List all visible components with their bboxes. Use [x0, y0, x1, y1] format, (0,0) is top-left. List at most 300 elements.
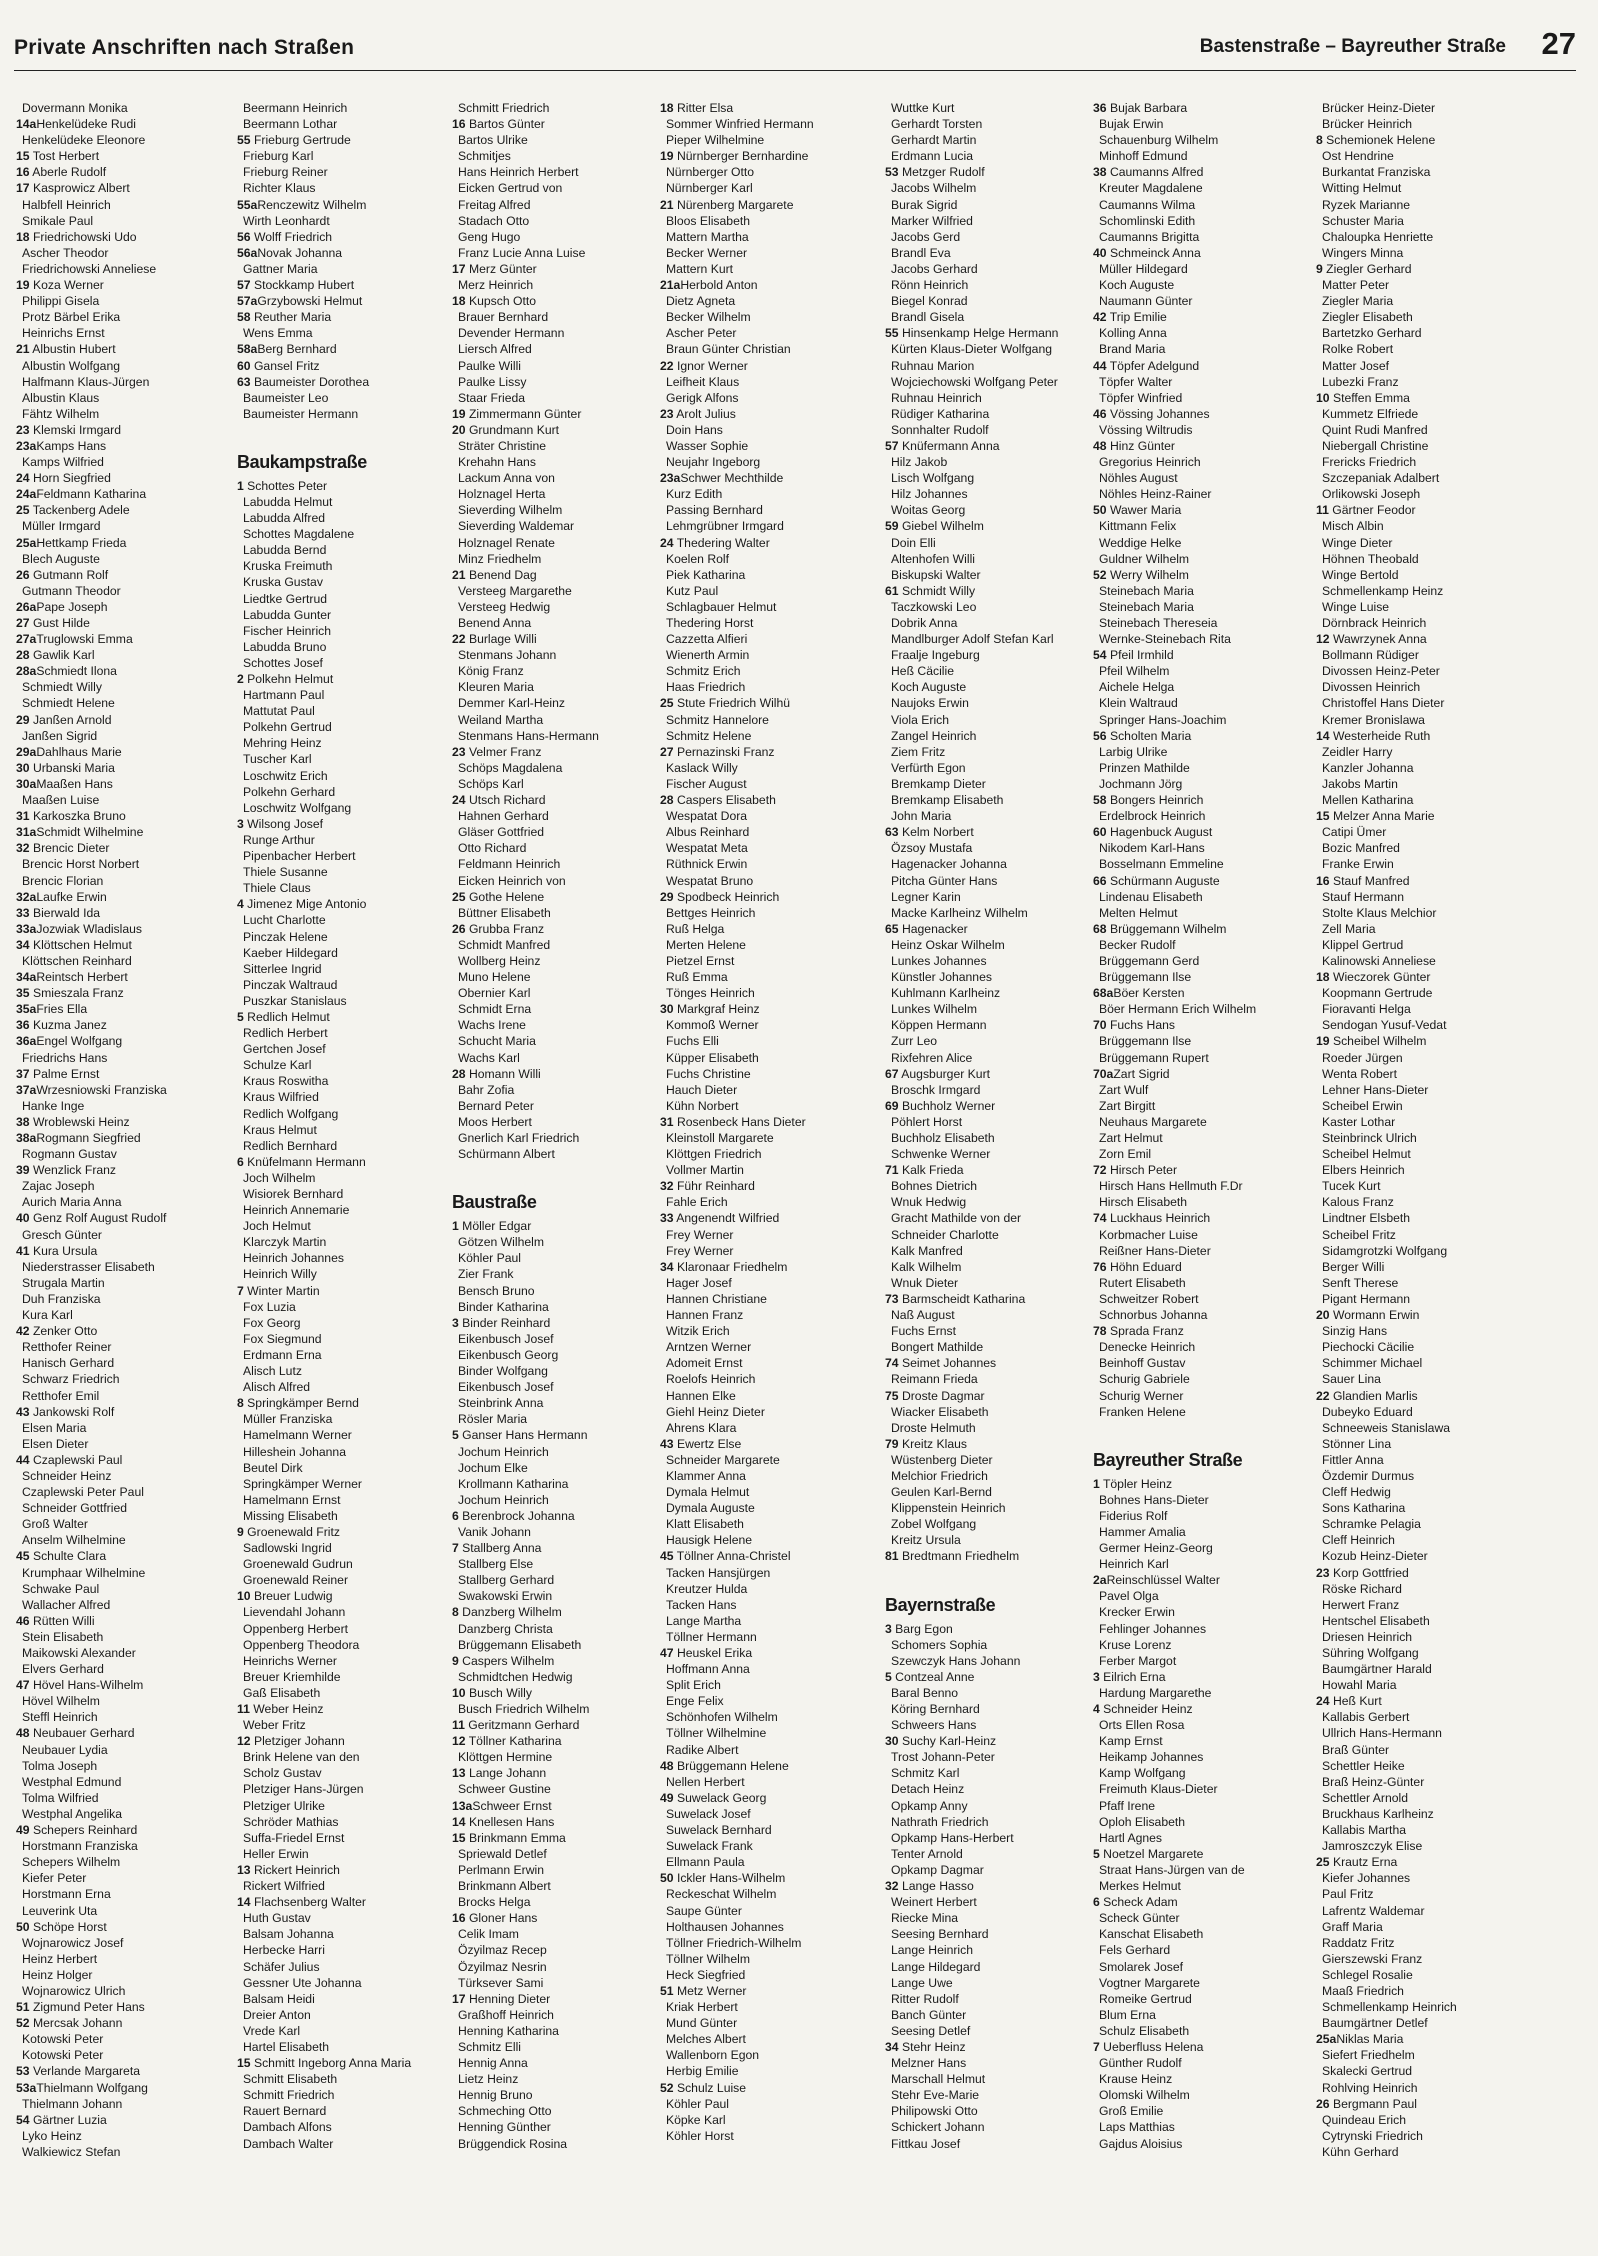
address-entry: Jacobs Wilhelm	[891, 181, 977, 196]
resident-name: Hagenacker	[898, 921, 968, 936]
resident-name: Baumeister Dorothea	[250, 374, 370, 389]
address-entry: Gerhardt Torsten	[891, 117, 983, 132]
address-entry: Schettler Heike	[1322, 1758, 1405, 1773]
address-entry: Dubeyko Eduard	[1322, 1404, 1413, 1419]
address-entry: Schramke Pelagia	[1322, 1517, 1421, 1532]
address-entry	[660, 1210, 868, 1226]
address-entry	[16, 486, 224, 502]
house-number: 59	[885, 519, 899, 534]
address-entry: Geng Hugo	[458, 229, 521, 244]
address-entry: Radike Albert	[666, 1742, 739, 1757]
resident-name: Caumanns Alfred	[1106, 165, 1204, 180]
address-entry: Doin Hans	[666, 422, 723, 437]
house-number: 69	[885, 1098, 899, 1113]
resident-name: Barmscheidt Katharina	[898, 1291, 1026, 1306]
address-entry: Kreuter Magdalene	[1099, 181, 1203, 196]
address-entry: Elsen Maria	[22, 1420, 87, 1435]
address-entry: Szewczyk Hans Johann	[891, 1653, 1021, 1668]
resident-name: Reintsch Herbert	[36, 970, 128, 985]
address-entry	[660, 889, 868, 905]
address-entry	[452, 116, 660, 132]
address-entry	[16, 2080, 224, 2096]
address-entry: Nellen Herbert	[666, 1774, 745, 1789]
resident-name: Pfeil Irmhild	[1106, 648, 1174, 663]
house-number: 11	[452, 1718, 465, 1733]
address-entry: Obernier Karl	[458, 986, 531, 1001]
address-entry	[452, 921, 660, 937]
address-entry: Brandl Gisela	[891, 310, 965, 325]
address-entry: Wojnarowicz Josef	[22, 1935, 124, 1950]
address-entry	[16, 148, 224, 164]
address-entry: Tacken Hansjürgen	[666, 1565, 771, 1580]
address-entry: Vollmer Martin	[666, 1163, 744, 1178]
address-entry: Hirsch Hans Hellmuth F.Dr	[1099, 1179, 1243, 1194]
address-entry: Töpfer Winfried	[1099, 390, 1183, 405]
resident-name: Renczewitz Wilhelm	[257, 197, 367, 212]
resident-name: Rosenbeck Hans Dieter	[673, 1114, 806, 1129]
address-entry: Heinz Herbert	[22, 1951, 98, 1966]
address-entry: Christoffel Hans Dieter	[1322, 696, 1445, 711]
house-number: 6	[1093, 1895, 1100, 1910]
address-entry: Gregorius Heinrich	[1099, 455, 1201, 470]
address-entry	[660, 1114, 868, 1130]
address-entry: Zell Maria	[1322, 921, 1376, 936]
resident-name: Schepers Reinhard	[29, 1823, 138, 1838]
address-entry: Fischer Heinrich	[243, 623, 332, 638]
address-entry: Germer Heinz-Georg	[1099, 1541, 1213, 1556]
house-number: 51	[660, 1983, 674, 1998]
resident-name: Breuer Ludwig	[250, 1589, 333, 1604]
house-number: 76	[1093, 1259, 1107, 1274]
address-entry: Horstmann Erna	[22, 1887, 111, 1902]
address-entry: Frericks Friedrich	[1322, 455, 1417, 470]
address-entry: Mattern Kurt	[666, 261, 734, 276]
resident-name: Kreitz Klaus	[898, 1436, 967, 1451]
address-entry: Tenter Arnold	[891, 1846, 963, 1861]
address-entry	[452, 1653, 660, 1669]
address-entry: Winge Bertold	[1322, 567, 1399, 582]
address-entry: Zart Birgitt	[1099, 1098, 1156, 1113]
address-entry: Klein Waltraud	[1099, 696, 1178, 711]
address-entry: Pfeil Wilhelm	[1099, 664, 1170, 679]
address-entry	[1316, 728, 1524, 744]
address-entry: Walkiewicz Stefan	[22, 2144, 121, 2159]
address-entry: Piek Katharina	[666, 567, 746, 582]
resident-name: Groenewald Fritz	[243, 1524, 340, 1539]
address-entry: Baumeister Hermann	[243, 406, 359, 421]
address-entry: Naujoks Erwin	[891, 696, 969, 711]
address-entry: Franke Erwin	[1322, 857, 1394, 872]
address-entry	[885, 2039, 1093, 2055]
house-number: 56a	[237, 245, 258, 260]
address-entry	[452, 1066, 660, 1082]
address-entry: Steinbrinck Ulrich	[1322, 1131, 1417, 1145]
address-entry: Berger Willi	[1322, 1259, 1385, 1274]
resident-name: Heß Kurt	[1329, 1694, 1382, 1709]
address-entry: Wirth Leonhardt	[243, 213, 330, 228]
address-entry: Polkehn Gerhard	[243, 784, 336, 799]
address-entry: Götzen Wilhelm	[458, 1235, 545, 1250]
address-entry: Sieverding Wilhelm	[458, 503, 563, 518]
resident-name: Burlage Willi	[465, 632, 537, 647]
address-entry: Schneider Charlotte	[891, 1227, 999, 1242]
address-entry: Dörnbrack Heinrich	[1322, 616, 1427, 630]
address-entry	[16, 905, 224, 921]
address-entry: Scheibel Fritz	[1322, 1227, 1396, 1242]
address-entry	[660, 1436, 868, 1452]
address-entry	[16, 969, 224, 985]
address-entry: Melzner Hans	[891, 2056, 967, 2071]
address-entry: Pipenbacher Herbert	[243, 849, 356, 864]
house-number: 30	[16, 760, 30, 775]
house-number: 29a	[16, 744, 37, 759]
address-entry: Ziegler Maria	[1322, 294, 1394, 309]
address-entry: Friedrichs Hans	[22, 1050, 108, 1065]
address-entry: Labudda Helmut	[243, 494, 333, 509]
address-entry	[452, 1733, 660, 1749]
address-entry	[1316, 1854, 1524, 1870]
house-number: 1	[237, 478, 244, 493]
address-entry: Klippenstein Heinrich	[891, 1501, 1006, 1516]
address-entry	[237, 1009, 445, 1025]
address-entry: Schneider Margarete	[666, 1452, 780, 1467]
resident-name: Wrzesniowski Franziska	[36, 1082, 167, 1097]
address-entry: Kutz Paul	[666, 583, 719, 598]
resident-name: Janßen Arnold	[29, 712, 112, 727]
address-entry: Puszkar Stanislaus	[243, 993, 347, 1008]
address-entry: Lange Martha	[666, 1613, 742, 1628]
address-entry: Aichele Helga	[1099, 680, 1175, 695]
address-entry: Heinrichs Werner	[243, 1653, 337, 1668]
address-entry: Klammer Anna	[666, 1468, 746, 1483]
address-entry: Köhler Paul	[666, 2096, 730, 2111]
address-entry: Bongert Mathilde	[891, 1340, 984, 1355]
address-entry: Kruse Lorenz	[1099, 1637, 1172, 1652]
house-number: 24	[1316, 1694, 1330, 1709]
address-entry: Wienerth Armin	[666, 648, 750, 663]
house-number: 27a	[16, 632, 37, 647]
resident-name: Ritter Elsa	[673, 101, 734, 115]
address-entry: Elvers Gerhard	[22, 1662, 104, 1677]
address-entry: Horstmann Franziska	[22, 1839, 138, 1854]
address-entry: Cleff Hedwig	[1322, 1485, 1391, 1500]
address-entry: Strugala Martin	[22, 1275, 105, 1290]
address-entry: Kruska Freimuth	[243, 559, 333, 574]
address-entry	[660, 148, 868, 164]
address-entry: Hahnen Gerhard	[458, 809, 549, 824]
column-6	[1093, 100, 1301, 2152]
address-entry: Kalinowski Anneliese	[1322, 953, 1436, 968]
resident-name: Luckhaus Heinrich	[1106, 1211, 1211, 1226]
address-entry	[452, 1508, 660, 1524]
address-entry: Romeike Gertrud	[1099, 1991, 1192, 2006]
address-entry: Wallacher Alfred	[22, 1597, 111, 1612]
address-entry	[237, 197, 445, 213]
address-entry: Kommoß Werner	[666, 1018, 759, 1033]
address-entry: Catipi Ümer	[1322, 825, 1387, 840]
address-entry: Franz Lucie Anna Luise	[458, 245, 586, 260]
address-entry: Orts Ellen Rosa	[1099, 1718, 1185, 1733]
address-entry: Thiele Claus	[243, 881, 311, 896]
address-entry: Minhoff Edmund	[1099, 149, 1188, 164]
address-entry	[16, 921, 224, 937]
address-entry	[452, 261, 660, 277]
address-entry: Becker Rudolf	[1099, 937, 1176, 952]
address-entry	[237, 816, 445, 832]
address-entry: Hardung Margarethe	[1099, 1685, 1212, 1700]
address-entry: Zangel Heinrich	[891, 728, 977, 743]
resident-name: Kasprowicz Albert	[29, 181, 130, 196]
address-entry: Kanzler Johanna	[1322, 760, 1414, 775]
address-entry: Wingers Minna	[1322, 245, 1404, 260]
address-entry: Schmitz Erich	[666, 664, 741, 679]
address-entry: Passing Bernhard	[666, 503, 763, 518]
address-entry	[16, 470, 224, 486]
address-entry: Groß Walter	[22, 1517, 88, 1532]
address-entry: Lievendahl Johann	[243, 1605, 346, 1620]
resident-name: Höhn Eduard	[1106, 1259, 1182, 1274]
address-entry	[1093, 792, 1301, 808]
house-number: 38	[16, 1114, 30, 1129]
address-entry: Melchior Friedrich	[891, 1468, 988, 1483]
house-number: 29	[660, 889, 674, 904]
address-entry: Hager Josef	[666, 1275, 732, 1290]
house-number: 21	[16, 342, 30, 357]
address-entry: Dambach Walter	[243, 2136, 334, 2151]
resident-name: Lange Johann	[465, 1766, 547, 1781]
address-entry: Retthofer Reiner	[22, 1340, 112, 1355]
resident-name: Gust Hilde	[29, 616, 90, 630]
address-entry	[660, 100, 868, 116]
address-entry: Leuverink Uta	[22, 1903, 98, 1918]
address-entry: Banch Günter	[891, 2007, 967, 2022]
address-entry: Divossen Heinrich	[1322, 680, 1421, 695]
address-entry: Gnerlich Karl Friedrich	[458, 1131, 580, 1145]
resident-name: Scholten Maria	[1106, 728, 1192, 743]
address-entry: Hamelmann Ernst	[243, 1492, 341, 1507]
address-entry: Fehlinger Johannes	[1099, 1621, 1207, 1636]
address-entry	[660, 744, 868, 760]
address-entry: Sieverding Waldemar	[458, 519, 575, 534]
address-entry: Nöhles August	[1099, 471, 1178, 486]
resident-name: Augsburger Kurt	[898, 1066, 991, 1081]
address-entry: Witting Helmut	[1322, 181, 1402, 196]
address-entry: Özyilmaz Nesrin	[458, 1959, 547, 1974]
resident-name: Kura Ursula	[29, 1243, 98, 1258]
house-number: 53	[16, 2064, 30, 2079]
address-entry	[885, 438, 1093, 454]
address-entry: Springkämper Werner	[243, 1476, 362, 1491]
address-entry	[237, 132, 445, 148]
address-entry	[16, 422, 224, 438]
house-number: 16	[16, 165, 30, 180]
house-number: 49	[16, 1823, 30, 1838]
address-entry: Tuscher Karl	[243, 752, 312, 767]
address-entry: Rixfehren Alice	[891, 1050, 973, 1065]
address-entry	[660, 695, 868, 711]
address-entry: Mattutat Paul	[243, 704, 315, 719]
address-entry: Straat Hans-Jürgen van de	[1099, 1862, 1245, 1877]
house-number: 34	[16, 937, 30, 952]
house-number: 23	[1316, 1565, 1330, 1580]
house-number: 8	[452, 1605, 459, 1620]
address-entry: Matter Peter	[1322, 278, 1390, 293]
address-entry: Becker Werner	[666, 245, 748, 260]
house-number: 52	[1093, 567, 1107, 582]
house-number: 38	[1093, 165, 1107, 180]
address-entry	[885, 1669, 1093, 1685]
house-number: 19	[452, 406, 466, 421]
address-entry: Wollberg Heinz	[458, 953, 541, 968]
resident-name: Urbanski Maria	[29, 760, 115, 775]
address-entry: Müller Irmgard	[22, 519, 101, 534]
address-entry: Lietz Heinz	[458, 2072, 519, 2087]
address-entry: Sommer Winfried Hermann	[666, 117, 814, 132]
address-entry: Krause Heinz	[1099, 2072, 1173, 2087]
address-entry	[452, 1685, 660, 1701]
resident-name: Wieczorek Günter	[1329, 970, 1431, 985]
house-number: 48	[1093, 438, 1107, 453]
address-entry: Oploh Elisabeth	[1099, 1814, 1186, 1829]
address-entry	[1093, 438, 1301, 454]
house-number: 32	[16, 841, 30, 856]
address-entry	[660, 406, 868, 422]
address-entry: Quint Rudi Manfred	[1322, 422, 1428, 437]
house-number: 31a	[16, 825, 37, 840]
address-entry	[16, 164, 224, 180]
house-number: 57	[885, 438, 899, 453]
resident-name: Schulte Clara	[29, 1549, 107, 1564]
address-entry: Lucht Charlotte	[243, 913, 326, 928]
house-number: 15	[452, 1830, 466, 1845]
address-entry: Wespatat Bruno	[666, 873, 754, 888]
address-entry: Paulke Lissy	[458, 374, 527, 389]
address-entry	[1093, 1259, 1301, 1275]
resident-name: Genz Rolf August Rudolf	[29, 1211, 167, 1226]
address-entry: Smikale Paul	[22, 213, 94, 228]
resident-name: Schemionek Helene	[1322, 133, 1436, 148]
resident-name: Thielmann Wolfgang	[36, 2080, 148, 2095]
resident-name: Aberle Rudolf	[29, 165, 107, 180]
address-entry	[885, 583, 1093, 599]
address-entry: Köhler Paul	[458, 1251, 522, 1266]
address-entry: Protz Bärbel Erika	[22, 310, 121, 325]
address-entry: Stenmans Johann	[458, 648, 557, 663]
address-entry	[16, 2063, 224, 2079]
address-entry: Kraus Roswitha	[243, 1074, 329, 1089]
house-number: 47	[16, 1678, 30, 1693]
house-number: 35a	[16, 1002, 37, 1017]
address-entry: Groenewald Reiner	[243, 1573, 349, 1588]
house-number: 81	[885, 1549, 899, 1564]
address-entry: Pinczak Waltraud	[243, 977, 338, 992]
address-entry: Heck Siegfried	[666, 1967, 746, 1982]
address-entry: Heinz Oskar Wilhelm	[891, 937, 1005, 952]
address-entry: Brencic Florian	[22, 873, 104, 888]
address-entry	[1093, 245, 1301, 261]
house-number: 63	[885, 825, 899, 840]
address-entry: Winge Luise	[1322, 599, 1390, 614]
address-entry: Koopmann Gertrude	[1322, 986, 1433, 1001]
address-entry: Paulke Willi	[458, 358, 521, 373]
address-entry	[16, 1999, 224, 2015]
resident-name: Utsch Richard	[465, 793, 546, 808]
address-entry: Schwarz Friedrich	[22, 1372, 120, 1387]
house-number: 23	[452, 744, 466, 759]
house-number: 16	[1316, 873, 1330, 888]
house-number: 55	[237, 133, 251, 148]
resident-name: Stauf Manfred	[1329, 873, 1410, 888]
house-number: 46	[16, 1613, 30, 1628]
address-entry	[660, 1548, 868, 1564]
address-entry	[452, 406, 660, 422]
address-entry: Sträter Christine	[458, 438, 547, 453]
resident-name: Hettkamp Frieda	[36, 535, 127, 550]
address-entry: Tolma Joseph	[22, 1758, 98, 1773]
address-entry: Schmiedt Helene	[22, 696, 115, 711]
address-entry	[1093, 502, 1301, 518]
address-entry: Henning Katharina	[458, 2023, 559, 2038]
address-entry	[660, 277, 868, 293]
address-entry	[16, 1548, 224, 1564]
house-number: 6	[237, 1154, 244, 1169]
address-entry	[16, 1613, 224, 1629]
address-entry: Aurich Maria Anna	[22, 1195, 122, 1210]
resident-name: Werry Wilhelm	[1106, 567, 1189, 582]
address-entry: Suwelack Josef	[666, 1806, 751, 1821]
address-entry: Korbmacher Luise	[1099, 1227, 1198, 1242]
address-entry: Roeder Jürgen	[1322, 1050, 1403, 1065]
address-entry: Woitas Georg	[891, 503, 966, 518]
address-entry: Schimmer Michael	[1322, 1356, 1423, 1371]
address-entry: Kamps Wilfried	[22, 455, 104, 470]
house-number: 26	[16, 567, 30, 582]
address-entry	[660, 1645, 868, 1661]
address-entry: Holthausen Johannes	[666, 1919, 784, 1934]
address-entry: Nürnberger Karl	[666, 181, 753, 196]
address-entry: Kotowski Peter	[22, 2048, 104, 2063]
section-gap	[1093, 1420, 1301, 1436]
house-number: 22	[660, 358, 674, 373]
address-entry: Seesing Bernhard	[891, 1927, 989, 1942]
resident-name: Arolt Julius	[673, 406, 736, 421]
address-entry: Alisch Alfred	[243, 1380, 311, 1395]
address-entry: Halbfell Heinrich	[22, 197, 111, 212]
address-entry: Müller Hildegard	[1099, 261, 1188, 276]
house-number: 34a	[16, 970, 37, 985]
house-number: 75	[885, 1388, 899, 1403]
address-entry: Breuer Kriemhilde	[243, 1669, 341, 1684]
resident-name: Kelm Norbert	[898, 825, 974, 840]
address-entry	[885, 325, 1093, 341]
house-number: 31	[660, 1114, 674, 1129]
address-entry: Köring Bernhard	[891, 1702, 980, 1716]
address-entry: Burak Sigrid	[891, 197, 958, 212]
address-entry: Labudda Bernd	[243, 543, 327, 558]
house-number: 50	[1093, 503, 1107, 518]
house-number: 3	[1093, 1669, 1100, 1684]
address-entry: Freitag Alfred	[458, 197, 531, 212]
house-number: 18	[660, 101, 674, 115]
address-entry	[16, 840, 224, 856]
address-entry: Roelofs Heinrich	[666, 1372, 756, 1387]
address-entry: Stauf Hermann	[1322, 889, 1404, 904]
address-entry: Versteeg Hedwig	[458, 599, 551, 614]
address-entry	[452, 1427, 660, 1443]
address-entry: Pinczak Helene	[243, 929, 328, 944]
resident-name: Busch Willy	[465, 1685, 532, 1700]
house-number: 18	[16, 229, 30, 244]
